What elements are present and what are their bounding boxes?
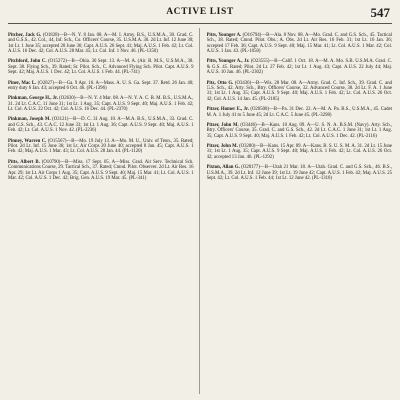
entry-text: (O20177)—B—Utah 21 Mar. 18. A—Utah. Grad. C. and G.S. Sch., 46. B.S., U.S.M.A., 39. 2d Lt. Inf. 12 June 39; 1st Lt. 19 June 42; Capt. A.U.S. 1 Feb. 42; Maj. A.U.S. 25 Sept. 42; Lt. Col. A.U.S. 1 Feb. 44; 1st Lt. 12 June 42. (PL-1310) <box>206 165 392 182</box>
entry-name: Pinkman, Joseph M. <box>8 117 51 123</box>
entry-text: (O10790)—B—Miss. 17 Sept. 05. A—Miss. Grad. Air Serv. Technical Sch. Communications Course, 29. Tactical Sch., 37. Rated; Cmnd. Pilot. Observer. 2d Lt. Air Res. 16 Apr. 29; 1st Lt. Air Corps 1 Aug. 35; Capt. A.U.S. 9 Sept. 40; Maj. 15 Mar. 41; Lt. Col. A.U.S. 1 Mar. 42; Col. A.U.S. 1 Dec. 42; Brig. Gen. A.U.S. 19 Mar. 45. (PL-341) <box>8 159 194 182</box>
entry-name: Pitts, Younger A., Jr. <box>206 59 250 65</box>
entry-text: (O3280)—B—Kans. 15 Apr. 09. A—Kans. B. S. U. S. M. A. 31. 2d Lt. 15 June 31; 1st Lt. 1 Aug. 35; Capt. A.U.S. 9 Sept. 40; Maj. A.U.S. 1 Feb. 42; Lt. Col. A.U.S. 26 Oct. 42; accepted 13 Jan. 46. (PL-1292) <box>206 144 392 160</box>
page-header <box>8 5 392 24</box>
entry <box>207 165 393 181</box>
running-head: ACTIVE LIST <box>166 7 234 17</box>
entry-text: (O15567)—B—Mo. 19 July 13. A—Mo. M. U., Univ. of Tenn., 35. Rated; Pilot. 2d Lt. Inf. 15 June 36; 1st Lt. Air Corps 20 June 40; accepted 8 Jan. 45; Capt. A.U.S. 1 Feb. 42; Maj. A.U.S. 1 Mar. 43; Lt. Col. A.U.S. 28 Jan. 44. (PL-1120) <box>8 138 194 155</box>
entry <box>8 96 194 112</box>
entry-name: Pinney, Warren C. <box>8 138 47 144</box>
entry <box>207 59 393 75</box>
text-columns <box>8 28 392 394</box>
entry-name: Piner, Mac L. <box>8 80 37 86</box>
entry <box>207 33 393 55</box>
entry-name: Pinkman, George H., Jr. <box>8 96 58 102</box>
entry-text: (O3446)—B—Kans. 10 Aug. 09. A—U. S. N. A. B.S.M. (Navy). Arty. Sch., Btry. Officers' Course, 35. Grad. C. and G.S. Sch., 42. 2d Lt. C.A.C. 1 June 31; 1st Lt. 1 Aug. 35; Capt. A.U.S. 9 Sept. 40; Maj. A.U.S. 1 Feb. 42; Lt. Col. A.U.S. 1 Dec. 42. (PL-2116) <box>206 122 392 139</box>
entry-text: (O2630)—B—N. Y. 4 Mar. 08. A—N. Y. A. C. B. M. B.S., U.S.M.A., 31. 2d Lt. C.A.C. 11 June 31; 1st Lt. 1 Aug. 35; Capt. A.U.S. 9 Sept. 40; Maj. A.U.S. 1 Feb. 42; Lt. Col. A.U.S. 22 Oct. 42; Col. A.U.S. 16 Dec. 44. (PL-2370) <box>8 96 194 113</box>
entry-text: (O3121)—B—D. C. 31 Aug. 10. A—M.A. B.S., U.S.M.A., 33. Grad. C. and G.S. Sch., 43. C.A.C. 12 June 33; 1st Lt. 1 Aug. 36; Capt. A.U.S. 9 Sept. 40; Maj. A.U.S. 1 Feb. 42; Lt. Col. A.U.S. 1 Nov. 42. (PL-2236) <box>8 117 194 134</box>
entry-name: Pitzer, Homer E., Jr. <box>206 107 249 113</box>
entry-name: Pitzer, John M. <box>206 144 238 150</box>
entry-text: (O16794)—B—Ala. 8 Nov. 08. A—Mo. Grad. C. and G.S. Sch., 45. Tactical Sch., 38. Rated; Cmnd. Pilot. Obs.; A. Obs. 2d Lt. Air Res. 16 Feb. 31; 1st Lt. 16 Jan. 36; accepted 17 Feb. 36; Capt. A.U.S. 9 Sept. 40; Maj. 15 Mar. 41; Lt. Col. A.U.S. 1 Mar. 42; Col. A.U.S. 1 Jan. 43. (PL-1050) <box>206 32 392 55</box>
entry <box>8 81 194 92</box>
entry <box>8 139 194 155</box>
entry-name: Pitts, Albert B. <box>8 159 40 165</box>
entry <box>207 81 393 103</box>
entry-text: (O3436)—B—Wis. 28 Mar. 08. A—Army. Grad. C. Inf. Sch., 39. Grad. C. and G.S. Sch., 42. Arty. Sch., Btry. Officers' Course, 32. Advanced Course, 38. 2d Lt. F. A. 1 June 31; 1st Lt. 1 Aug. 35; Capt. A.U.S. 9 Sept. 40; Maj. A.U.S. 1 Feb. 42; Lt. Col. A.U.S. 26 Oct. 42; Col. A.U.S. 14 Jan. 45. (PL-2185) <box>206 80 392 102</box>
entry-name: Pitzer, John M. <box>206 122 239 128</box>
page-number: 547 <box>370 5 390 20</box>
entry-name: Pixton, Allan G. <box>206 165 240 171</box>
entry-name: Pitts, Younger A. <box>206 32 242 38</box>
entry <box>207 123 393 139</box>
entry-name: Pitchford, John C. <box>8 59 47 65</box>
entry-text: (O23555)—B—Calif. 1 Oct. 18. A—M. A. Mo. S.B. U.S.M.A. Grad. C. & G.S. 45. Rated; Pilot. 2d Lt. 27 Feb. 42; 1st Lt. 1 Aug. 43; Capt. A.U.S. 22 July 44; Maj. A.U.S. 10 Jan. 46. (PL-2302) <box>206 59 392 76</box>
entry-text: (O15272)—B—Okla. 30 Sept. 13. A—M. A. (Air. B. M.S., U.S.M.A., 38. Sept. 38. Flying Sch., 39. Rated; Sr. Pilot. Sch., C. Advanced Flying Sch. Pilot. Capt. A.U.S. 9 Sept. 42; Maj. A.U.S. 1 Dec. 42; Lt. Col. A.U.S. 1 Feb. 44. (PL-741) <box>8 59 194 76</box>
entry-name: Pitcher, Jack G. <box>8 32 42 38</box>
left-column <box>8 28 200 394</box>
entry <box>207 107 393 118</box>
entry-text: (O20500)—B—Pa. 31 Dec. 22. A—M. A. Pa. B.S., U.S.M.A., 45. Cadet M. A. 1 July 41 to 5 June 45; 2d Lt. C.A.C. 5 June 45. (PL-3298) <box>206 107 392 118</box>
entry-name: Pitz, Otto G. <box>206 80 234 86</box>
right-column <box>207 28 393 394</box>
entry-text: (O1828)—B—N. Y. 8 Jan. 08. A—M. I. Army. B.S., U.S.M.A., 30. Grad. C. and G.S.S., 42. Col., 44, Inf. Sch., Co. Officers' Course, 35. U.S.M.A. 30. 2d Lt. Inf. 12 June 30; 1st Lt. 1 June 35; accepted 20 June 36; Capt. A.U.S. 26 Sept. 41; Maj. A.U.S. 1 Feb. 42; Lt. Col. A.U.S. 16 Dec. 42; Col. A.U.S. 28 Mar. 45; Lt. Col. Inf. 1 Nov. 46. (PL-1350) <box>8 32 194 55</box>
entry-text: (O2027)—B—Ga. 9 Apr. 16. A—Mass. A. U. S. Ga. Sept. 37. Retd. 26 Jan. 40; entry duty 6 Jan. 43; accepted 6 Oct. 46. (PL-1396) <box>8 80 194 92</box>
entry <box>8 117 194 133</box>
entry <box>8 160 194 182</box>
entry <box>207 144 393 160</box>
entry <box>8 59 194 75</box>
entry <box>8 33 194 55</box>
